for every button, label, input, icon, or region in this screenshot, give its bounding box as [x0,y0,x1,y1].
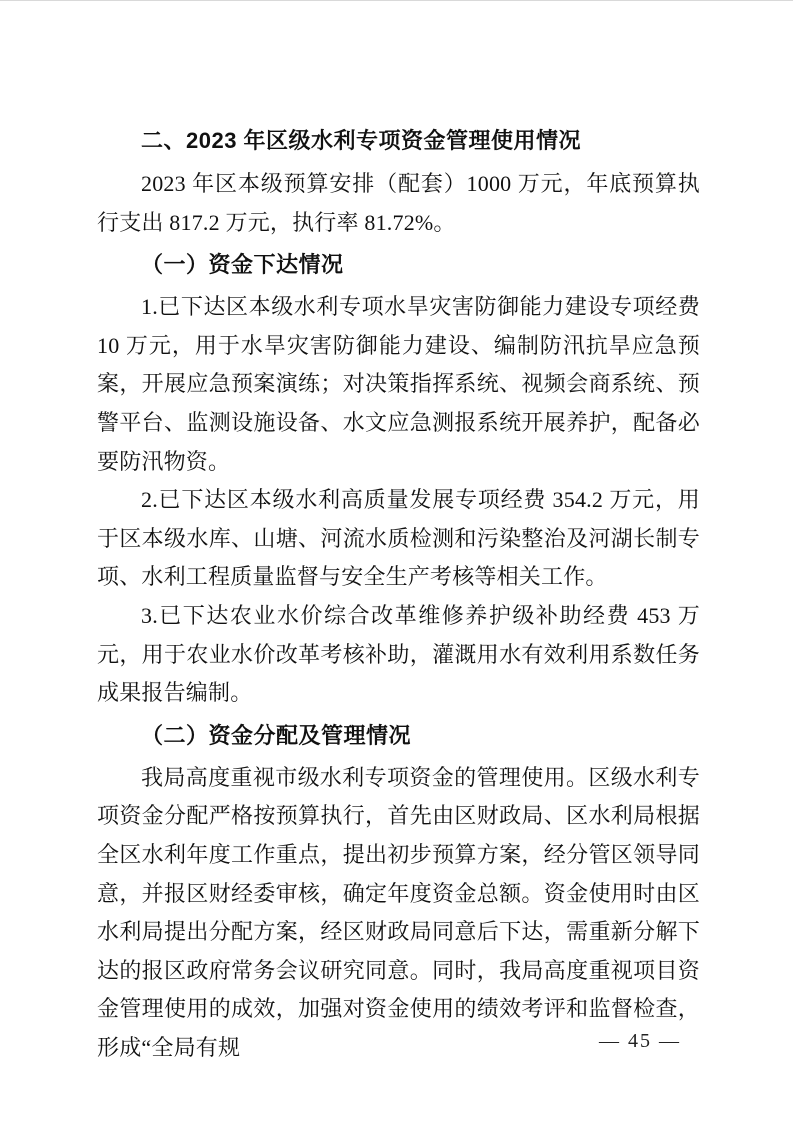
subsection-heading-funds-issued: （一）资金下达情况 [141,252,344,278]
intro-paragraph: 2023 年区本级预算安排（配套）1000 万元，年底预算执行支出 817.2 万元，执行率 81.72%。 [97,171,700,235]
paragraph-funds-item-1: 1.已下达区本级水利专项水旱灾害防御能力建设专项经费 10 万元，用于水旱灾害防御能力建设、编制防汛抗旱应急预案，开展应急预案演练；对决策指挥系统、视频会商系统、预警平台、监测设施设备、水文应急测报系统开展养护，配备必要防汛物资。 [97,294,700,474]
paragraph-funds-item-3: 3.已下达农业水价综合改革维修养护级补助经费 453 万元，用于农业水价改革考核补助，灌溉用水有效利用系数任务成果报告编制。 [97,602,700,706]
subsection-heading-allocation-management: （二）资金分配及管理情况 [141,722,412,748]
paragraph-allocation-management: 我局高度重视市级水利专项资金的管理使用。区级水利专项资金分配严格按预算执行，首先由区财政局、区水利局根据全区水利年度工作重点，提出初步预算方案，经分管区领导同意，并报区财经委审核，确定年度资金总额。资金使用时由区水利局提出分配方案，经区财政局同意后下达，需重新分解下达的报区政府常务会议研究同意。同时，我局高度重视项目资金管理使用的成效，加强对资金使用的绩效考评和监督检查，形成“全局有规 [97,764,700,1060]
document-content [0,1,793,1067]
paragraph-funds-item-2: 2.已下达区本级水利高质量发展专项经费 354.2 万元，用于区本级水库、山塘、河流水质检测和污染整治及河湖长制专项、水利工程质量监督与安全生产考核等相关工作。 [97,487,700,590]
section-heading: 二、2023 年区级水利专项资金管理使用情况 [141,128,582,153]
page-number: — 45 — [599,1030,681,1052]
